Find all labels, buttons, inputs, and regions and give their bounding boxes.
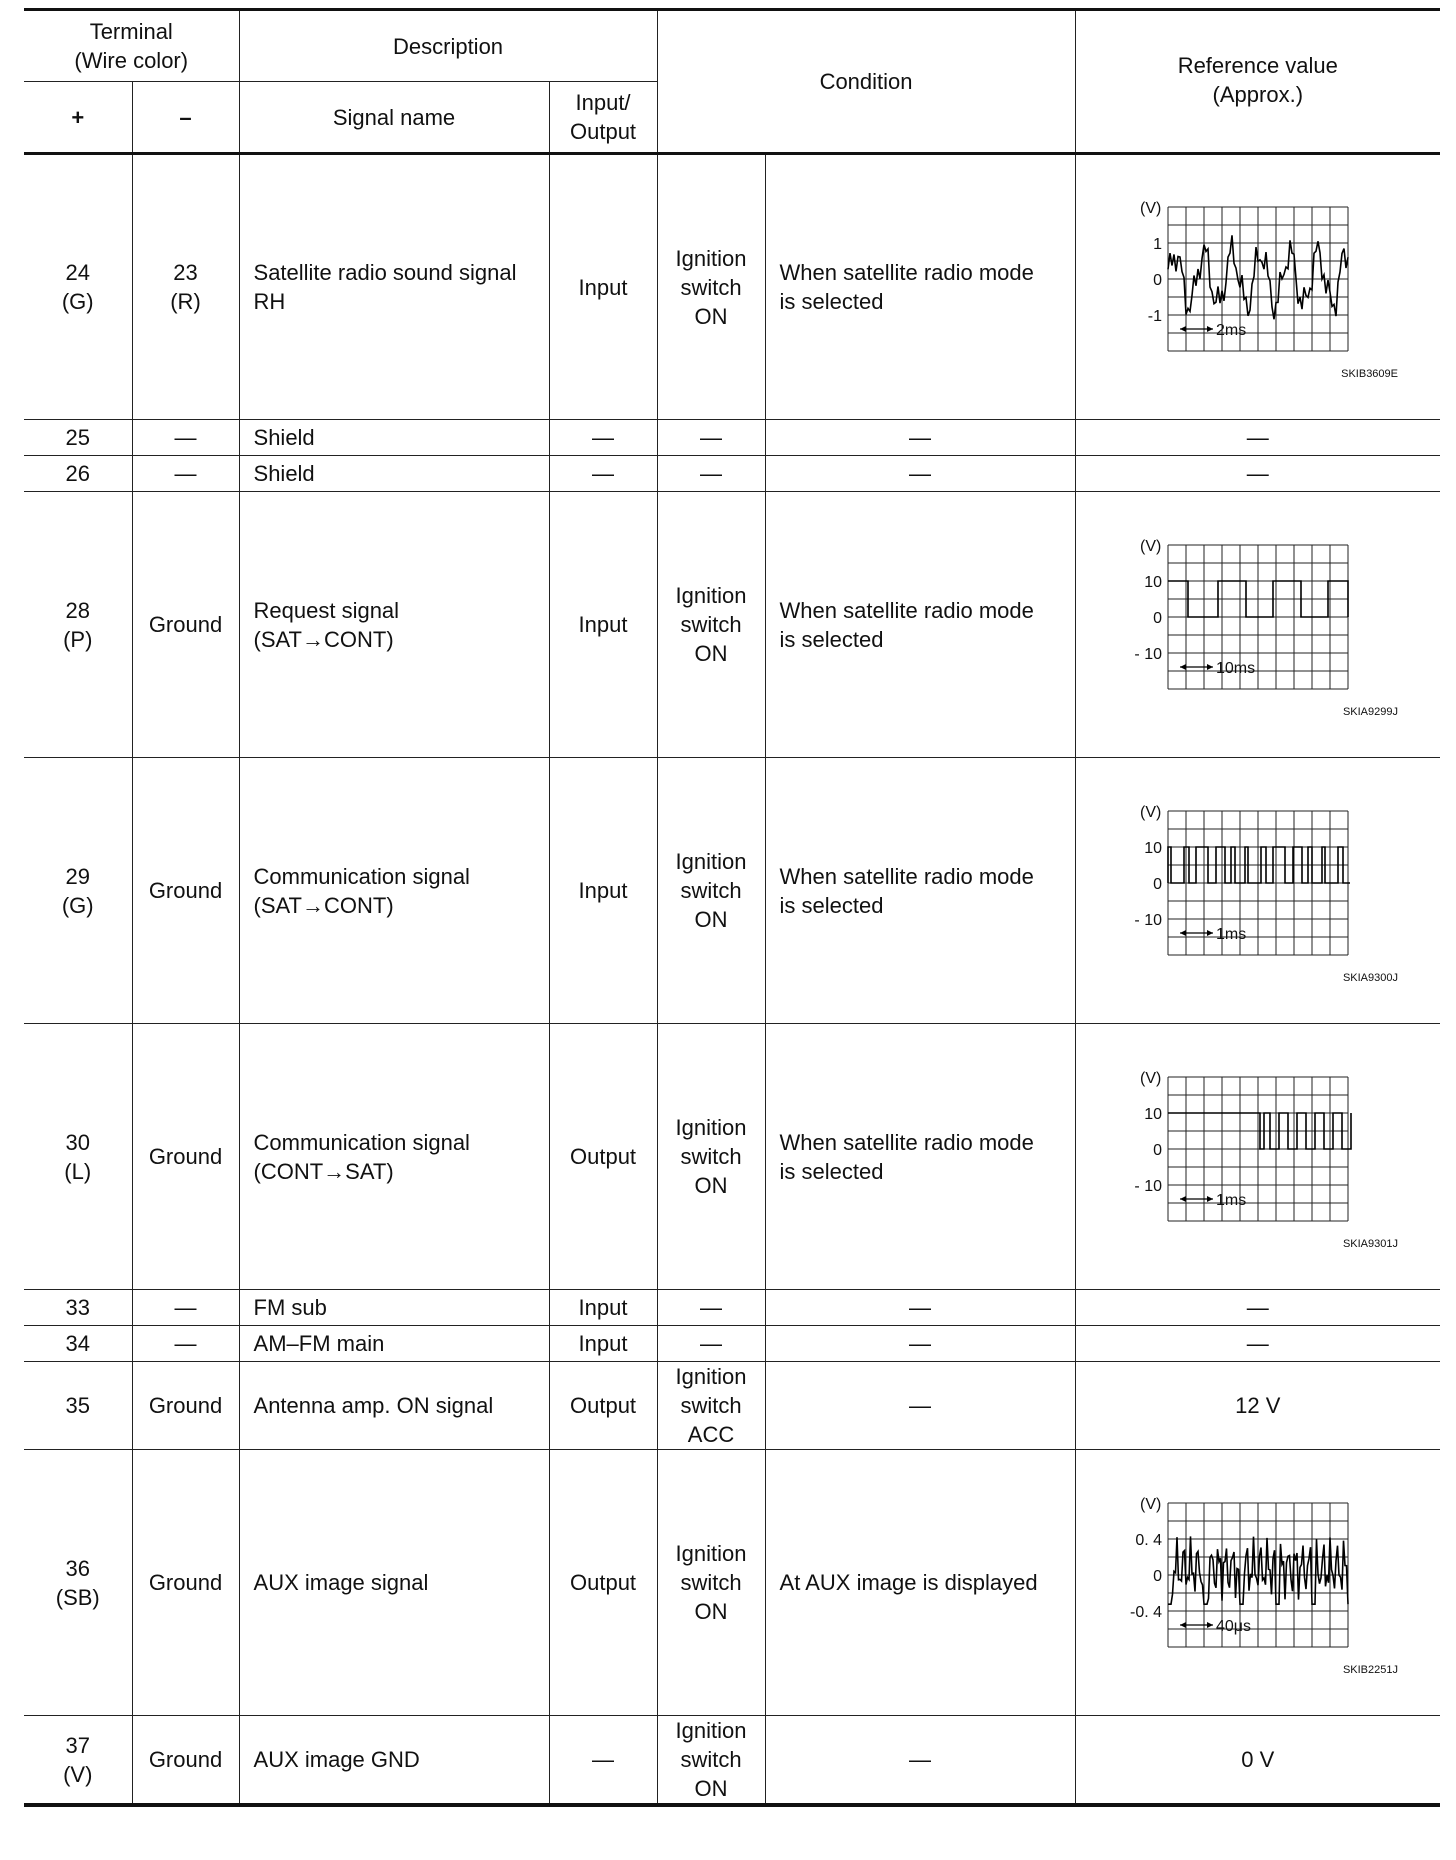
ignition-state-cell (657, 758, 765, 1024)
table-row (24, 1362, 1440, 1450)
terminal-minus-cell (132, 420, 239, 456)
table-row (24, 456, 1440, 492)
input-output: Output (570, 1393, 637, 1418)
ignition-state-cell (657, 1450, 765, 1716)
reference-value: 12 V (1235, 1393, 1281, 1418)
table-header (24, 10, 1440, 154)
terminal-minus: Ground (148, 1393, 223, 1418)
signal-name-cell (239, 758, 549, 1024)
condition: — (909, 1393, 932, 1418)
reference-value: — (1246, 1295, 1269, 1320)
condition-cell (765, 1450, 1075, 1716)
ignition-state-cell (657, 1362, 765, 1450)
signal-name: AM–FM main (253, 1331, 385, 1356)
y-tick-label: 10 (1144, 1105, 1162, 1123)
ignition-state: Ignition switch ON (675, 245, 747, 329)
reference-value-cell (1075, 1326, 1440, 1362)
ignition-state-cell (657, 1290, 765, 1326)
condition: — (909, 1331, 932, 1356)
reference-value-cell (1075, 1716, 1440, 1806)
y-tick-label: - 10 (1134, 911, 1162, 929)
terminal-minus-cell (132, 1716, 239, 1806)
terminal-plus-cell (24, 492, 132, 758)
ignition-state-cell (657, 1326, 765, 1362)
terminal-minus-cell (132, 1024, 239, 1290)
condition-cell (765, 1326, 1075, 1362)
ignition-state: Ignition switch ON (675, 583, 747, 666)
terminal-minus: Ground (148, 1570, 223, 1595)
condition: — (909, 461, 932, 486)
signal-name-cell (239, 1362, 549, 1450)
terminal-minus-cell (132, 154, 239, 420)
terminal-plus-cell (24, 758, 132, 1024)
ignition-state-cell (657, 456, 765, 492)
header-minus: – (132, 82, 239, 154)
figure-code: SKIA9301J (1342, 1237, 1398, 1250)
signal-name: Request signal (SAT→CONT) (253, 597, 400, 652)
terminal-minus: Ground (148, 1144, 223, 1169)
input-output-cell (549, 1362, 657, 1450)
terminal-plus: 30 (L) (64, 1129, 92, 1184)
input-output-cell (549, 1290, 657, 1326)
input-output-cell (549, 758, 657, 1024)
condition: — (909, 1295, 932, 1320)
terminal-plus-cell (24, 1716, 132, 1806)
table-row (24, 1024, 1440, 1290)
ignition-state-cell (657, 420, 765, 456)
terminal-plus: 35 (65, 1393, 90, 1418)
condition-cell (765, 492, 1075, 758)
condition-cell (765, 758, 1075, 1024)
signal-name-cell (239, 456, 549, 492)
y-unit-label: (V) (1139, 200, 1162, 217)
waveform-graph (1108, 1483, 1408, 1683)
input-output-cell (549, 492, 657, 758)
terminal-table-container (24, 8, 1440, 1807)
table-row (24, 1326, 1440, 1362)
signal-name-cell (239, 1716, 549, 1806)
y-tick-label: 0 (1152, 1567, 1162, 1585)
terminal-minus: Ground (148, 1747, 223, 1772)
waveform-graph (1108, 1057, 1408, 1257)
reference-value-cell (1075, 492, 1440, 758)
signal-name: FM sub (253, 1295, 327, 1320)
input-output: Input (578, 1295, 628, 1320)
signal-name: Antenna amp. ON signal (253, 1393, 494, 1418)
table-row (24, 1716, 1440, 1806)
reference-value: 0 V (1241, 1747, 1275, 1772)
waveform-graph (1108, 525, 1408, 725)
table-body (24, 154, 1440, 1806)
table-row (24, 1450, 1440, 1716)
condition: When satellite radio mode is selected (779, 260, 1034, 314)
terminal-plus-cell (24, 1326, 132, 1362)
y-tick-label: - 10 (1134, 645, 1162, 663)
terminal-minus-cell (132, 1326, 239, 1362)
condition: When satellite radio mode is selected (779, 1129, 1034, 1184)
signal-name: Shield (253, 425, 315, 450)
figure-code: SKIB2251J (1342, 1663, 1398, 1676)
condition-cell (765, 154, 1075, 420)
y-unit-label: (V) (1139, 537, 1162, 555)
terminal-plus: 28 (P) (63, 597, 93, 652)
table-row (24, 1290, 1440, 1326)
ignition-state: — (700, 1331, 723, 1356)
input-output: Input (578, 612, 628, 637)
input-output: Input (578, 878, 628, 903)
signal-name: Satellite radio sound signal RH (253, 260, 517, 314)
input-output-cell (549, 154, 657, 420)
condition: — (909, 1747, 932, 1772)
header-terminal: Terminal (Wire color) (24, 10, 239, 82)
ignition-state: Ignition switch ON (675, 849, 747, 932)
table-row (24, 492, 1440, 758)
terminal-plus: 33 (65, 1295, 90, 1320)
y-tick-label: 1 (1152, 236, 1162, 253)
reference-value-cell (1075, 1362, 1440, 1450)
reference-value-cell (1075, 154, 1440, 420)
input-output-cell (549, 420, 657, 456)
ignition-state: Ignition switch ON (675, 1541, 747, 1624)
terminal-minus-cell (132, 456, 239, 492)
reference-value-cell (1075, 456, 1440, 492)
terminal-minus: Ground (148, 612, 223, 637)
condition-cell (765, 1024, 1075, 1290)
condition: At AUX image is displayed (779, 1570, 1038, 1595)
terminal-plus-cell (24, 1362, 132, 1450)
reference-value-cell (1075, 1290, 1440, 1326)
ignition-state: — (700, 1295, 723, 1320)
terminal-plus: 37 (V) (63, 1732, 93, 1787)
header-input-output: Input/ Output (549, 82, 657, 154)
input-output: Input (578, 274, 628, 300)
table-row (24, 758, 1440, 1024)
terminal-plus: 36 (SB) (55, 1555, 100, 1610)
y-unit-label: (V) (1139, 1495, 1162, 1513)
condition: When satellite radio mode is selected (779, 597, 1034, 652)
table-row (24, 420, 1440, 456)
y-tick-label: -1 (1147, 308, 1162, 325)
terminal-minus-cell (132, 1290, 239, 1326)
input-output: — (592, 425, 615, 450)
terminal-minus: — (174, 425, 197, 450)
signal-name: Shield (253, 461, 315, 486)
signal-name: Communication signal (CONT→SAT) (253, 1129, 470, 1184)
terminal-minus-cell (132, 1450, 239, 1716)
input-output: — (592, 461, 615, 486)
ignition-state: Ignition switch ON (675, 1718, 747, 1801)
condition-cell (765, 420, 1075, 456)
header-reference: Reference value (Approx.) (1075, 10, 1440, 154)
y-tick-label: 0 (1152, 272, 1162, 289)
time-scale-label: 1ms (1215, 925, 1247, 943)
ignition-state: — (700, 461, 723, 486)
terminal-minus: 23 (R) (170, 260, 201, 314)
ignition-state: Ignition switch ACC (675, 1364, 747, 1447)
reference-value-cell (1075, 420, 1440, 456)
time-scale-label: 2ms (1215, 322, 1247, 339)
time-scale-label: 40μs (1215, 1617, 1251, 1635)
y-tick-label: 0. 4 (1135, 1531, 1162, 1549)
terminal-minus-cell (132, 758, 239, 1024)
signal-name-cell (239, 1024, 549, 1290)
reference-value: — (1246, 461, 1269, 486)
reference-value-cell (1075, 1024, 1440, 1290)
signal-name-cell (239, 420, 549, 456)
figure-code: SKIB3609E (1340, 368, 1398, 380)
time-scale-label: 10ms (1215, 659, 1255, 677)
y-tick-label: 10 (1144, 839, 1162, 857)
header-condition: Condition (657, 10, 1075, 154)
input-output-cell (549, 1326, 657, 1362)
terminal-plus-cell (24, 420, 132, 456)
signal-name-cell (239, 1450, 549, 1716)
y-unit-label: (V) (1139, 1069, 1162, 1087)
signal-name-cell (239, 1326, 549, 1362)
input-output-cell (549, 456, 657, 492)
reference-value-cell (1075, 758, 1440, 1024)
figure-code: SKIA9299J (1342, 705, 1398, 718)
condition: — (909, 425, 932, 450)
ignition-state-cell (657, 1024, 765, 1290)
ignition-state-cell (657, 492, 765, 758)
signal-name-cell (239, 492, 549, 758)
signal-name: Communication signal (SAT→CONT) (253, 863, 470, 918)
waveform-graph (1108, 187, 1408, 387)
terminal-minus: Ground (148, 878, 223, 903)
condition-cell (765, 1290, 1075, 1326)
condition-cell (765, 1716, 1075, 1806)
condition-cell (765, 1362, 1075, 1450)
input-output: Output (570, 1144, 637, 1169)
terminal-plus: 26 (65, 461, 90, 486)
input-output: Input (578, 1331, 628, 1356)
table-row (24, 154, 1440, 420)
y-tick-label: 0 (1152, 609, 1162, 627)
input-output: Output (570, 1570, 637, 1595)
terminal-plus: 34 (65, 1331, 90, 1356)
terminal-table (24, 8, 1440, 1807)
terminal-plus: 24 (G) (61, 260, 94, 314)
signal-name: AUX image signal (253, 1570, 429, 1595)
figure-code: SKIA9300J (1342, 971, 1398, 984)
y-unit-label: (V) (1139, 803, 1162, 821)
y-tick-label: -0. 4 (1129, 1603, 1162, 1621)
terminal-plus-cell (24, 1290, 132, 1326)
terminal-plus-cell (24, 1450, 132, 1716)
terminal-minus: — (174, 1295, 197, 1320)
y-tick-label: 10 (1144, 573, 1162, 591)
reference-value: — (1246, 1331, 1269, 1356)
y-tick-label: 0 (1152, 1141, 1162, 1159)
terminal-plus-cell (24, 456, 132, 492)
ignition-state-cell (657, 154, 765, 420)
header-plus: + (24, 82, 132, 154)
input-output-cell (549, 1024, 657, 1290)
terminal-minus-cell (132, 1362, 239, 1450)
condition: When satellite radio mode is selected (779, 863, 1034, 918)
ignition-state: Ignition switch ON (675, 1115, 747, 1198)
header-signal-name: Signal name (239, 82, 549, 154)
terminal-plus-cell (24, 154, 132, 420)
terminal-plus: 25 (65, 425, 90, 450)
terminal-minus: — (174, 461, 197, 486)
reference-value: — (1246, 425, 1269, 450)
terminal-plus-cell (24, 1024, 132, 1290)
input-output-cell (549, 1716, 657, 1806)
reference-value-cell (1075, 1450, 1440, 1716)
time-scale-label: 1ms (1215, 1191, 1247, 1209)
input-output: — (592, 1747, 615, 1772)
waveform-graph (1108, 791, 1408, 991)
terminal-minus: — (174, 1331, 197, 1356)
terminal-minus-cell (132, 492, 239, 758)
signal-name-cell (239, 154, 549, 420)
signal-name-cell (239, 1290, 549, 1326)
signal-name: AUX image GND (253, 1747, 420, 1772)
terminal-plus: 29 (G) (61, 863, 94, 918)
ignition-state-cell (657, 1716, 765, 1806)
y-tick-label: - 10 (1134, 1177, 1162, 1195)
input-output-cell (549, 1450, 657, 1716)
header-description: Description (239, 10, 657, 82)
condition-cell (765, 456, 1075, 492)
y-tick-label: 0 (1152, 875, 1162, 893)
ignition-state: — (700, 425, 723, 450)
